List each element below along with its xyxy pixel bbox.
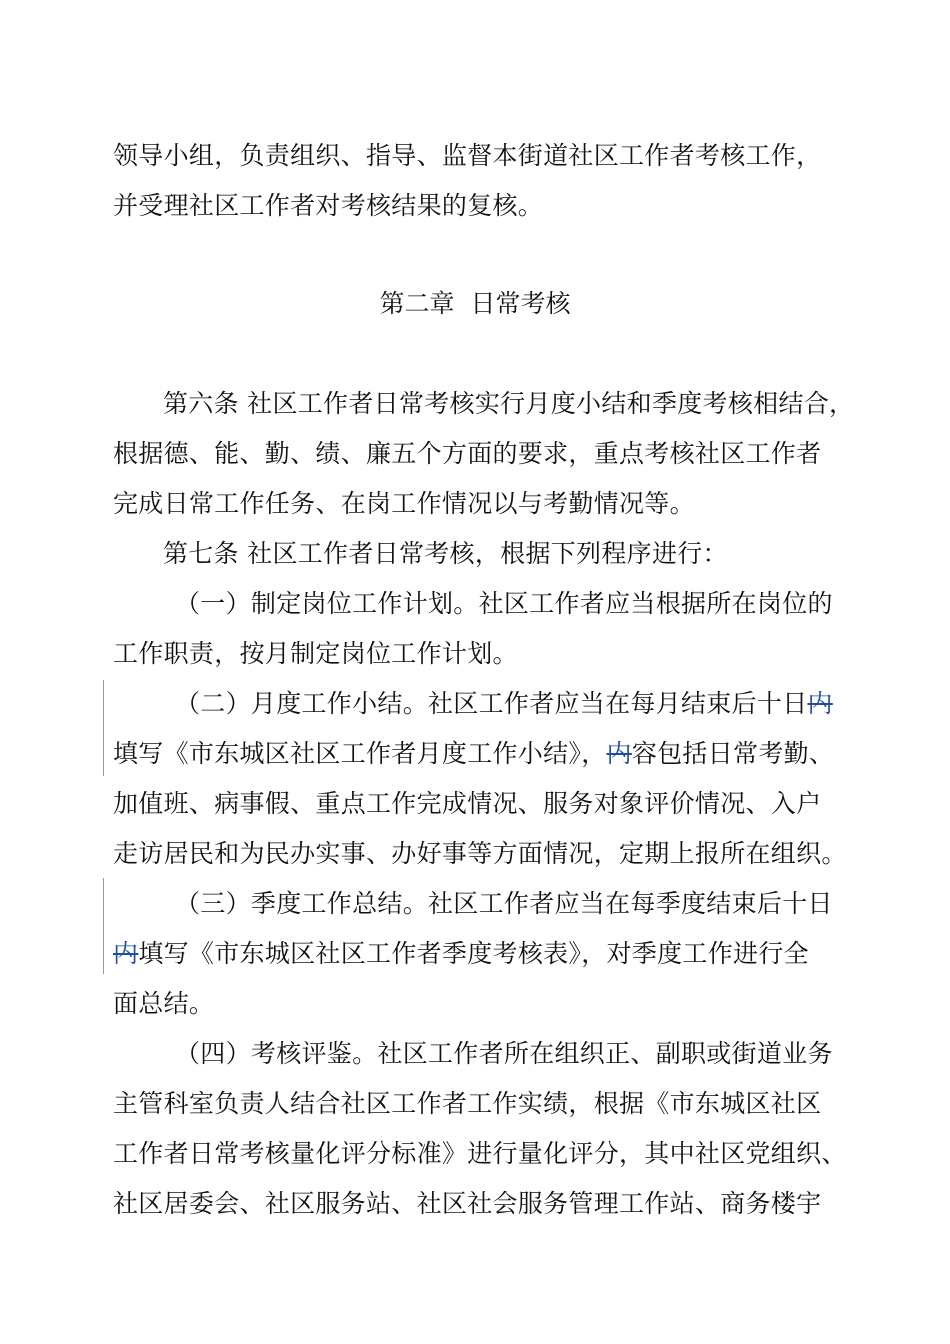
- item4-line-2: 主管科室负责人结合社区工作者工作实绩，根据《市东城区社区: [113, 1089, 822, 1118]
- article7-line-1: 第七条 社区工作者日常考核，根据下列程序进行：: [163, 539, 728, 568]
- revision-mark: 内: [113, 939, 139, 968]
- item2-line-2: [113, 738, 834, 770]
- intro-line-1: 领导小组，负责组织、指导、监督本街道社区工作者考核工作，: [113, 141, 822, 170]
- item4-line-4: 社区居委会、社区服务站、社区社会服务管理工作站、商务楼宇: [113, 1189, 822, 1218]
- intro-line-2: 并受理社区工作者对考核结果的复核。: [113, 191, 544, 220]
- item3-line-3: 面总结。: [113, 989, 215, 1018]
- item4-line-1: （四）考核评鉴。社区工作者所在组织正、副职或街道业务: [175, 1039, 833, 1068]
- item3-line-1: （三）季度工作总结。社区工作者应当在每季度结束后十日: [175, 889, 833, 918]
- item2-line-1: [175, 688, 833, 720]
- change-bar: [103, 680, 104, 776]
- item4-line-3: 工作者日常考核量化评分标准》进行量化评分，其中社区党组织、: [113, 1139, 847, 1168]
- revision-mark: 内: [606, 739, 632, 768]
- article6-line-1: 第六条 社区工作者日常考核实行月度小结和季度考核相结合，: [163, 389, 855, 418]
- item2-line-1-text: （二）月度工作小结。社区工作者应当在每月结束后十日: [175, 689, 808, 718]
- item2-line-3: 加值班、病事假、重点工作完成情况、服务对象评价情况、入户: [113, 789, 822, 818]
- item3-line-2: [113, 938, 809, 970]
- item1-line-1: （一）制定岗位工作计划。社区工作者应当根据所在岗位的: [175, 589, 833, 618]
- article6-line-2: 根据德、能、勤、绩、廉五个方面的要求，重点考核社区工作者: [113, 439, 822, 468]
- article6-line-3: 完成日常工作任务、在岗工作情况以与考勤情况等。: [113, 489, 695, 518]
- item1-line-2: 工作职责，按月制定岗位工作计划。: [113, 639, 518, 668]
- revision-mark: 内: [807, 689, 833, 718]
- item2-line-2-text-a: 填写《市东城区社区工作者月度工作小结》，: [113, 739, 607, 768]
- change-bar: [103, 878, 104, 974]
- item3-line-2-text: 填写《市东城区社区工作者季度考核表》，对季度工作进行全: [138, 939, 809, 968]
- item2-line-2-text-b: 容包括日常考勤、: [631, 739, 835, 768]
- chapter-heading: 第二章 日常考核: [379, 289, 571, 318]
- item2-line-4: 走访居民和为民办实事、办好事等方面情况，定期上报所在组织。: [113, 839, 847, 868]
